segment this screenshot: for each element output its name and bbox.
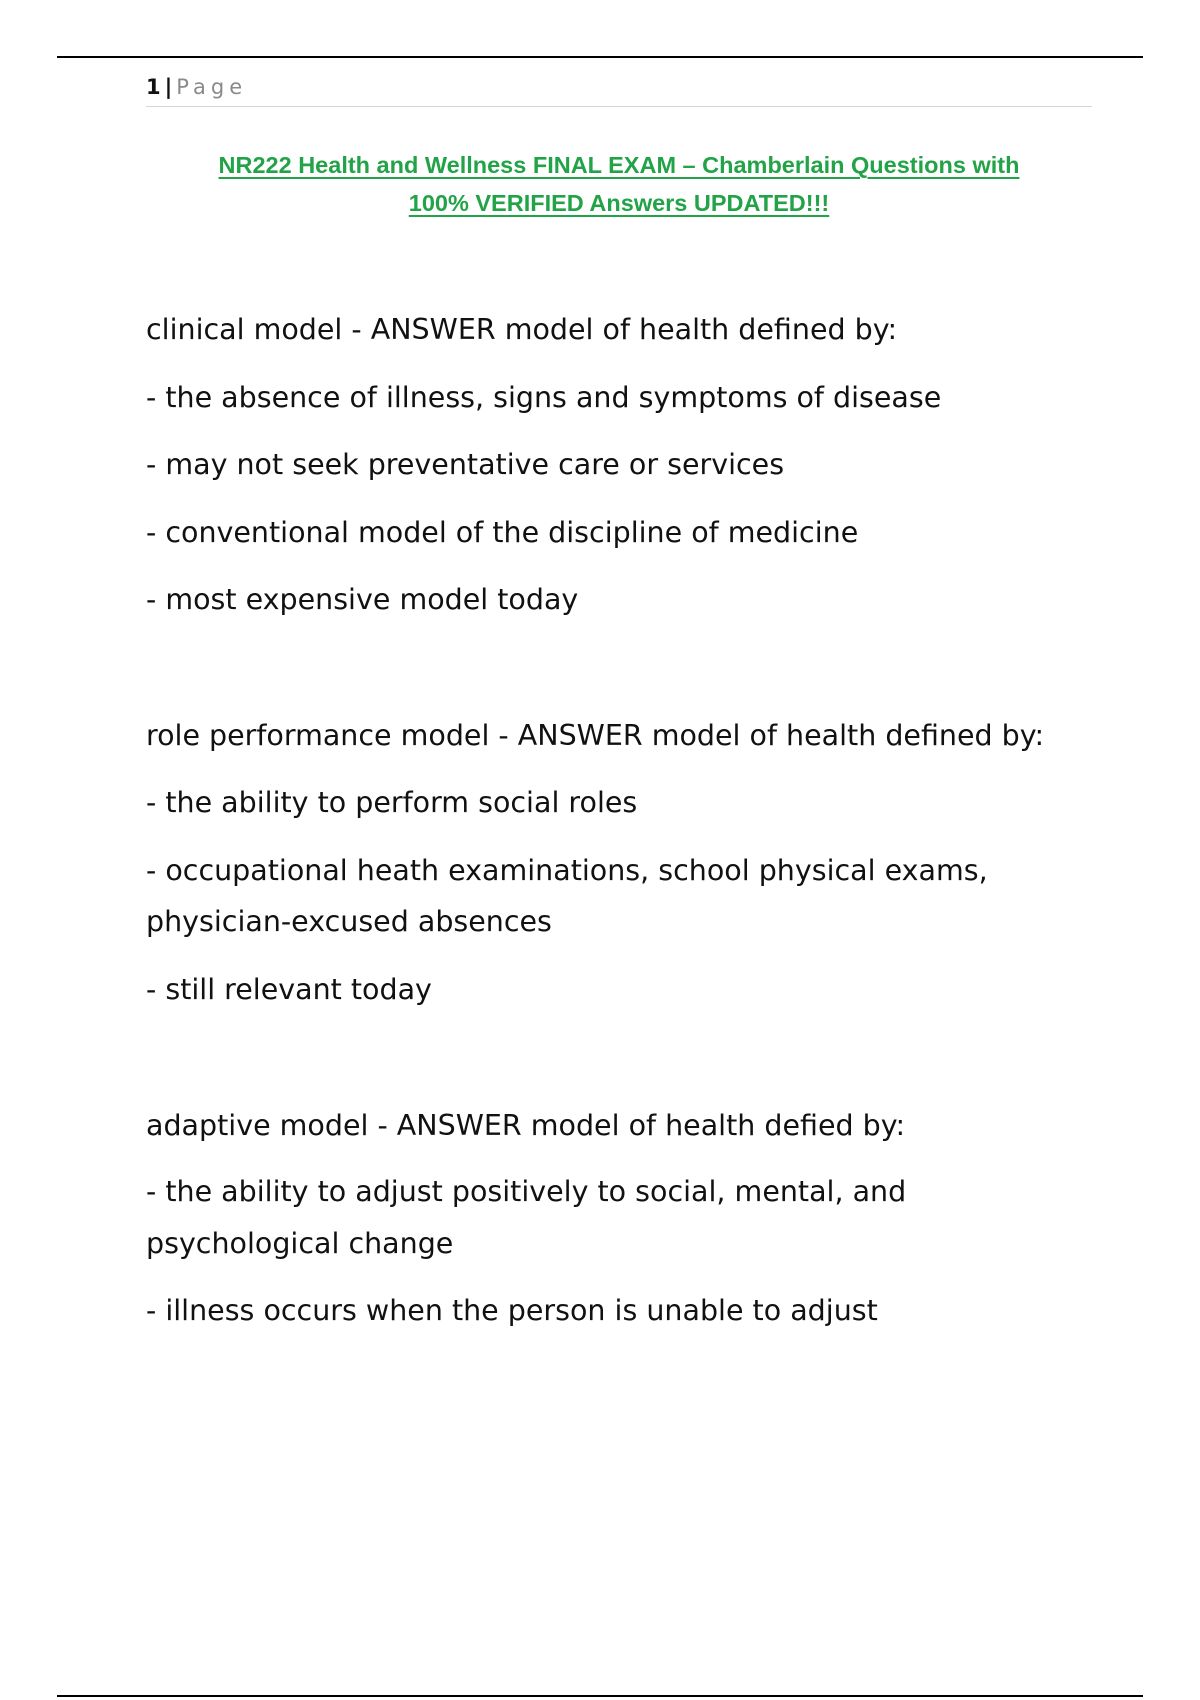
entry-2-point-2-cont: physician-excused absences — [146, 905, 552, 938]
entry-2-heading: role performance model - ANSWER model of health defined by: — [146, 719, 1045, 752]
entry-3-point-1-cont: psychological change — [146, 1227, 454, 1260]
entry-1-point-1: - the absence of illness, signs and symptoms of disease — [146, 381, 942, 414]
title-line-1: NR222 Health and Wellness FINAL EXAM – Chamberlain Questions with — [218, 152, 1020, 178]
header-separator: | — [164, 75, 173, 99]
entry-2-point-3: - still relevant today — [146, 973, 432, 1006]
entry-3-point-1: - the ability to adjust positively to social, mental, and — [146, 1175, 907, 1208]
top-rule — [57, 56, 1143, 58]
entry-3-heading: adaptive model - ANSWER model of health defied by: — [146, 1109, 906, 1142]
document-title — [146, 146, 1092, 222]
entry-2-point-2: - occupational heath examinations, school physical exams, — [146, 854, 988, 887]
entry-1-point-3: - conventional model of the discipline of medicine — [146, 516, 859, 549]
page-label: Page — [176, 75, 248, 99]
entry-2-point-1: - the ability to perform social roles — [146, 786, 638, 819]
page-header — [146, 72, 1092, 107]
title-line-2: 100% VERIFIED Answers UPDATED!!! — [408, 190, 830, 216]
entry-3-point-2: - illness occurs when the person is unable to adjust — [146, 1294, 878, 1327]
entry-1-point-2: - may not seek preventative care or services — [146, 448, 785, 481]
entry-1-heading: clinical model - ANSWER model of health defined by: — [146, 313, 898, 346]
entry-1-point-4: - most expensive model today — [146, 583, 579, 616]
bottom-rule — [57, 1695, 1143, 1697]
page-number: 1 — [146, 75, 161, 99]
